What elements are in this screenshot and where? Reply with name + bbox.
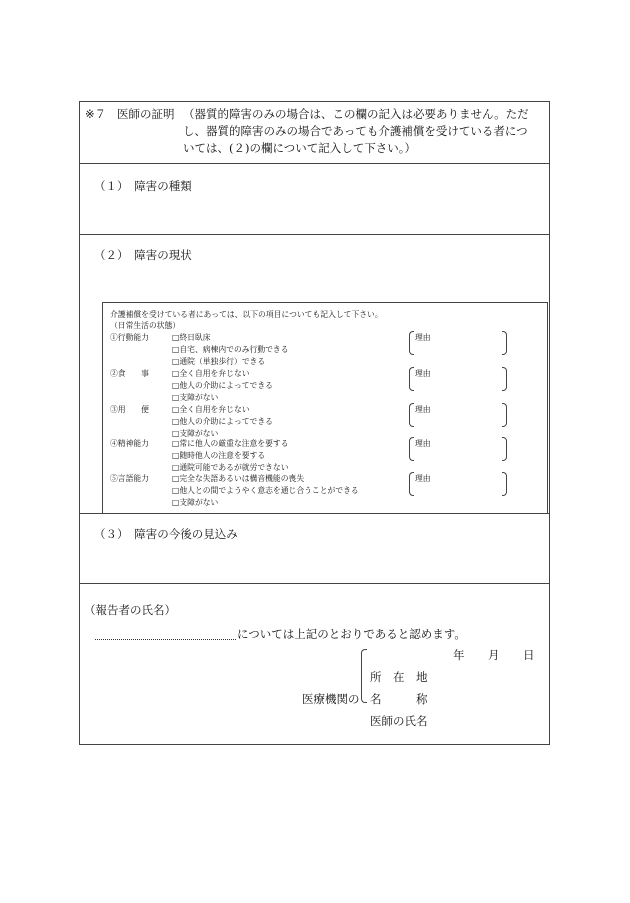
reporter-name-line[interactable] <box>95 639 236 640</box>
reporter-label: （報告者の氏名） <box>84 603 176 617</box>
option-checkbox[interactable]: □常に他人の厳重な注意を要する <box>172 439 289 448</box>
option-checkbox[interactable]: □全く自用を弁じない <box>172 405 250 414</box>
reason-label: 理由 <box>415 369 431 378</box>
bracket-left <box>409 367 414 391</box>
option-checkbox[interactable]: □支障がない <box>172 498 219 507</box>
option-checkbox[interactable]: □通院（単独歩行）できる <box>172 357 266 366</box>
header-note-line-1: （器質的障害のみの場合は、この欄の記入は必要ありません。ただ <box>183 107 529 121</box>
header-note-line-2: し、器質的障害のみの場合であっても介護補償を受けている者につ <box>183 124 528 138</box>
bracket-right <box>502 403 507 427</box>
institution-label: 医療機関の <box>302 692 360 706</box>
divider <box>80 583 549 584</box>
option-checkbox[interactable]: □随時他人の注意を要する <box>172 451 266 460</box>
date-day: 日 <box>523 648 535 662</box>
bracket-left <box>409 331 414 355</box>
care-subtitle: （日常生活の状態） <box>110 321 181 330</box>
institution-brace <box>361 649 367 703</box>
bracket-right <box>502 437 507 461</box>
reason-label: 理由 <box>415 405 431 414</box>
option-checkbox[interactable]: □全く自用を弁じない <box>172 369 250 378</box>
bracket-right <box>502 472 507 496</box>
option-checkbox[interactable]: □他人との間でようやく意志を通じ合うことができる <box>172 486 359 495</box>
name-label: 名 称 <box>370 692 428 706</box>
care-intro: 介護補償を受けている者にあっては、以下の項目についても記入して下さい。 <box>110 310 383 319</box>
divider <box>80 163 549 164</box>
option-checkbox[interactable]: □通院可能であるが就労できない <box>172 463 289 472</box>
reason-label: 理由 <box>415 474 431 483</box>
reason-label: 理由 <box>415 333 431 342</box>
bracket-right <box>502 331 507 355</box>
section-3-heading: （３） 障害の今後の見込み <box>94 527 238 541</box>
option-checkbox[interactable]: □他人の介助によってできる <box>172 417 273 426</box>
certify-text: については上記のとおりであると認めます。 <box>237 627 466 641</box>
header-note-line-3: いては、(２)の欄について記入して下さい。） <box>183 141 416 155</box>
row-label-mental: ④精神能力 <box>110 439 149 448</box>
reason-label: 理由 <box>415 439 431 448</box>
bracket-left <box>409 437 414 461</box>
bracket-left <box>409 472 414 496</box>
certificate-form <box>79 101 550 745</box>
row-label-toilet: ③用 便 <box>110 405 149 414</box>
row-label-mobility: ①行動能力 <box>110 333 149 342</box>
option-checkbox[interactable]: □完全な失語あるいは構音機能の喪失 <box>172 474 305 483</box>
row-label-speech: ⑤言語能力 <box>110 474 149 483</box>
option-checkbox[interactable]: □支障がない <box>172 393 219 402</box>
doctor-name-label: 医師の氏名 <box>370 714 428 728</box>
option-checkbox[interactable]: □支障がない <box>172 429 219 438</box>
section-2-heading: （２） 障害の現状 <box>94 248 192 262</box>
header-number: ※７ <box>85 107 107 121</box>
date-month: 月 <box>488 648 500 662</box>
option-checkbox[interactable]: □他人の介助によってできる <box>172 381 273 390</box>
date-year: 年 <box>453 648 465 662</box>
section-1-heading: （１） 障害の種類 <box>94 179 192 193</box>
address-label: 所 在 地 <box>370 670 428 684</box>
row-label-eating: ②食 事 <box>110 369 149 378</box>
care-status-box <box>102 302 548 514</box>
divider <box>80 234 549 235</box>
option-checkbox[interactable]: □終日臥床 <box>172 333 211 342</box>
option-checkbox[interactable]: □自宅、病棟内でのみ行動できる <box>172 345 289 354</box>
bracket-right <box>502 367 507 391</box>
bracket-left <box>409 403 414 427</box>
divider <box>80 513 549 514</box>
header-title: 医師の証明 <box>117 107 175 121</box>
